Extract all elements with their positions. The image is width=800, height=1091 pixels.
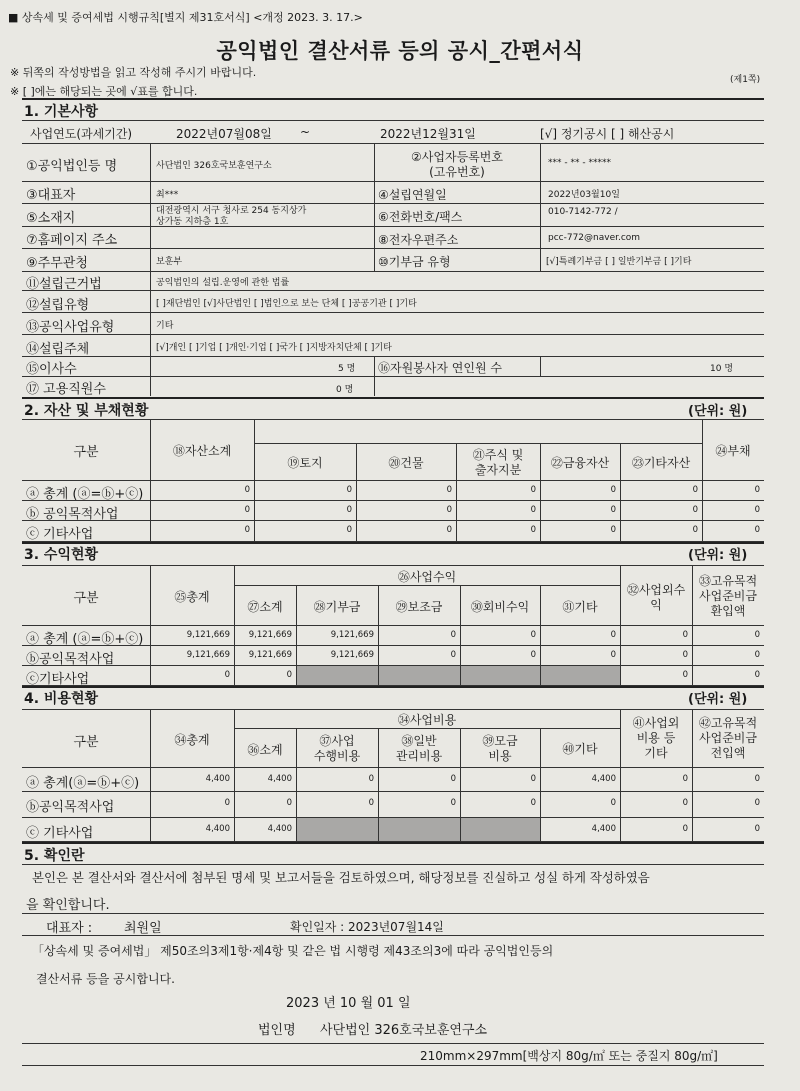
email-label: ⑧전자우편주소 — [378, 233, 459, 247]
income-col-reserve-3: 환입액 — [710, 604, 746, 618]
divider — [22, 376, 764, 377]
expense-col-nonbiz-2: 비용 등 — [636, 731, 676, 745]
confirm-date: 확인일자 : 2023년07월14일 — [290, 920, 444, 934]
table-cell: 0 — [346, 504, 352, 515]
table-cell: 0 — [610, 484, 616, 495]
assets-col-debt: ㉔부채 — [715, 444, 751, 458]
table-cell: 9,121,669 — [330, 649, 374, 660]
divider — [22, 356, 764, 357]
table-cell: 0 — [446, 524, 452, 535]
table-cell: 4,400 — [205, 773, 230, 784]
confirm-statement: 본인은 본 결산서와 결산서에 첨부된 명세 및 보고서들을 검토하였으며, 해당정보를 진실하고 성실 하게 작성하였음 — [32, 870, 650, 885]
grid-line — [374, 376, 375, 396]
divider — [22, 1065, 764, 1066]
row-label: ⓑ 공익목적사업 — [26, 506, 119, 522]
section1-title: 1. 기본사항 — [24, 104, 99, 120]
founded-value: 2022년03월10일 — [548, 190, 620, 200]
table-cell: 0 — [682, 797, 688, 808]
table-cell: 0 — [692, 484, 698, 495]
divider — [254, 443, 702, 444]
section5-title: 5. 확인란 — [24, 848, 85, 864]
expense-col-nonbiz-3: 기타 — [644, 746, 668, 760]
divider — [22, 271, 764, 272]
income-col-other: ㉛기타 — [562, 600, 598, 614]
table-cell: 0 — [244, 484, 250, 495]
table-cell: 0 — [530, 629, 536, 640]
divider — [22, 397, 764, 399]
phone-value: 010-7142-772 / — [548, 207, 618, 217]
table-cell: 4,400 — [205, 823, 230, 834]
section4-title: 4. 비용현황 — [24, 691, 99, 707]
row-label: ⓐ 총계 (ⓐ=ⓑ+ⓒ) — [26, 486, 144, 502]
representative-value: 최*** — [156, 190, 179, 200]
page-label: (제1쪽) — [730, 75, 761, 85]
bizno-label: ②사업자등록번호 — [411, 150, 503, 164]
income-category-header: 구분 — [73, 591, 99, 606]
donation-type-value: [√]특례기부금 [ ] 일반기부금 [ ]기타 — [546, 257, 692, 267]
grid-line — [150, 376, 151, 396]
document-title: 공익법인 결산서류 등의 공시_간편서식 — [216, 39, 584, 63]
table-cell: 0 — [754, 773, 760, 784]
table-cell: 0 — [610, 524, 616, 535]
note-instructions: ※ 뒤쪽의 작성방법을 읽고 작성해 주시기 바랍니다. — [10, 66, 257, 79]
income-col-membership: ㉚회비수익 — [470, 600, 530, 614]
divider — [22, 791, 764, 792]
table-cell: 0 — [610, 649, 616, 660]
homepage-label: ⑦홈페이지 주소 — [26, 233, 118, 248]
divider — [22, 480, 764, 481]
table-cell: 0 — [754, 797, 760, 808]
table-cell: 0 — [530, 649, 536, 660]
disclosure-type: [√] 정기공시 [ ] 해산공시 — [540, 127, 675, 141]
divider — [22, 203, 764, 204]
table-cell: 0 — [682, 649, 688, 660]
email-value: pcc-772@naver.com — [548, 233, 641, 243]
table-cell: 0 — [244, 524, 250, 535]
confirm-rep-name: 최원일 — [124, 921, 162, 936]
table-cell: 0 — [450, 797, 456, 808]
expense-col-group: ㉞사업비용 — [397, 713, 457, 727]
row-label: ⓒ기타사업 — [26, 671, 90, 687]
divider — [22, 419, 764, 420]
table-cell: 9,121,669 — [186, 629, 230, 640]
table-cell: 4,400 — [267, 823, 292, 834]
table-cell: 0 — [346, 484, 352, 495]
table-cell: 0 — [754, 524, 760, 535]
expense-col-general: ㊳일반 — [401, 734, 437, 748]
ministry-label: ⑨주무관청 — [26, 256, 88, 271]
assets-col-other: ㉓기타자산 — [631, 456, 691, 470]
shaded-cell — [379, 666, 460, 685]
representative-label: ③대표자 — [26, 188, 76, 203]
divider — [234, 728, 620, 729]
table-cell: 0 — [530, 484, 536, 495]
table-cell: 0 — [530, 524, 536, 535]
section2-unit: (단위: 원) — [688, 404, 748, 419]
divider — [22, 542, 764, 544]
name-label: ①공익법인등 명 — [26, 159, 118, 174]
directors-label: ⑮이사수 — [26, 362, 77, 377]
divider — [22, 520, 764, 521]
expense-col-total: ㉞총계 — [174, 733, 210, 747]
expense-col-biz: ㊲사업 — [319, 734, 355, 748]
expense-col-reserve: ㊷고유목적 — [698, 716, 758, 730]
divider — [22, 864, 764, 865]
biz-type-label: ⑬공익사업유형 — [26, 320, 115, 335]
donation-type-label: ⑩기부금 유형 — [378, 255, 451, 269]
employees-value: 0 명 — [336, 385, 354, 395]
biz-type-value: 기타 — [156, 321, 174, 331]
assets-col-finance: ㉒금융자산 — [550, 456, 610, 470]
expense-col-fundraise-sub: 비용 — [488, 749, 512, 763]
divider — [22, 767, 764, 768]
ministry-value: 보훈부 — [156, 257, 183, 267]
table-cell: 0 — [692, 524, 698, 535]
table-cell: 0 — [530, 797, 536, 808]
table-cell: 0 — [450, 629, 456, 640]
shaded-cell — [461, 666, 540, 685]
shaded-cell — [379, 818, 460, 841]
table-cell: 0 — [244, 504, 250, 515]
income-col-total: ㉕총계 — [174, 590, 210, 604]
assets-col-land: ⑲토지 — [287, 456, 323, 470]
divider — [22, 290, 764, 291]
section3-title: 3. 수익현황 — [24, 547, 99, 563]
found-type-value: [ ]재단법인 [√]사단법인 [ ]법인으로 보는 단체 [ ]공공기관 [ ]기타 — [156, 299, 417, 309]
divider — [22, 120, 764, 121]
expense-col-biz-sub: 수행비용 — [313, 749, 361, 763]
legal-basis-label: ⑪설립근거법 — [26, 277, 102, 292]
table-cell: 0 — [446, 504, 452, 515]
income-col-subtotal: ㉗소계 — [247, 600, 283, 614]
expense-category-header: 구분 — [73, 735, 99, 750]
divider — [22, 334, 764, 335]
table-cell: 4,400 — [591, 823, 616, 834]
note-checkmark: ※ [ ]에는 해당되는 곳에 √표를 합니다. — [10, 85, 198, 98]
expense-col-other: ㊵기타 — [562, 742, 598, 756]
row-label: ⓐ 총계(ⓐ=ⓑ+ⓒ) — [26, 775, 140, 791]
table-cell: 0 — [682, 773, 688, 784]
shaded-cell — [297, 666, 378, 685]
table-cell: 0 — [450, 649, 456, 660]
income-col-nonbiz: ㉜사업외수 — [626, 583, 686, 597]
table-cell: 4,400 — [267, 773, 292, 784]
table-cell: 0 — [224, 669, 230, 680]
table-cell: 0 — [692, 504, 698, 515]
income-col-reserve-2: 사업준비금 — [699, 589, 757, 603]
bizno-value: *** - ** - ***** — [548, 158, 611, 168]
table-cell: 0 — [754, 823, 760, 834]
corp-name: 사단법인 326호국보훈연구소 — [320, 1023, 488, 1038]
assets-category-header: 구분 — [73, 445, 99, 460]
table-cell: 0 — [682, 823, 688, 834]
assets-col-total: ⑱자산소계 — [172, 444, 232, 458]
divider — [22, 1043, 764, 1044]
divider — [22, 935, 764, 936]
law-statement: 「상속세 및 증여세법」 제50조의3제1항·제4항 및 같은 법 시행령 제43조의3에 따라 공익법인등의 — [32, 944, 554, 958]
expense-col-general-sub: 관리비용 — [395, 749, 443, 763]
divider — [22, 565, 764, 566]
grid-line — [374, 356, 375, 376]
table-cell: 4,400 — [591, 773, 616, 784]
employees-label: ⑰ 고용직원수 — [26, 382, 106, 397]
row-label: ⓒ 기타사업 — [26, 825, 94, 841]
table-cell: 0 — [450, 773, 456, 784]
fiscal-end: 2022년12월31일 — [380, 127, 476, 141]
income-col-group: ㉖사업수익 — [397, 570, 457, 584]
legal-basis-value: 공익법인의 설립.운영에 관한 법률 — [156, 278, 290, 288]
table-cell: 0 — [286, 797, 292, 808]
grid-line — [540, 143, 541, 271]
divider — [22, 312, 764, 313]
volunteers-label: ⑯자원봉사자 연인원 수 — [378, 361, 502, 375]
row-label: ⓑ공익목적사업 — [26, 651, 115, 667]
section2-title: 2. 자산 및 부채현황 — [24, 403, 149, 419]
divider — [22, 709, 764, 710]
expense-col-reserve-2: 사업준비금 — [699, 731, 757, 745]
found-type-label: ⑫설립유형 — [26, 298, 90, 313]
table-cell: 0 — [754, 504, 760, 515]
address-value-line2: 상가동 지하층 1호 — [156, 217, 229, 227]
table-cell: 9,121,669 — [248, 649, 292, 660]
divider — [22, 181, 764, 182]
paper-spec: 210mm×297mm[백상지 80g/㎡ 또는 중질지 80g/㎡] — [420, 1049, 718, 1063]
table-cell: 0 — [286, 669, 292, 680]
law-statement-cont: 결산서류 등을 공시합니다. — [36, 972, 175, 986]
table-cell: 9,121,669 — [186, 649, 230, 660]
disclosure-date: 2023 년 10 월 01 일 — [286, 996, 411, 1011]
address-value-line1: 대전광역시 서구 청사로 254 동지상가 — [156, 206, 307, 216]
divider — [22, 686, 764, 688]
phone-label: ⑥전화번호/팩스 — [378, 210, 463, 224]
divider — [22, 625, 764, 626]
table-cell: 0 — [224, 797, 230, 808]
income-col-reserve: ㉝고유목적 — [698, 574, 758, 588]
table-cell: 0 — [610, 629, 616, 640]
volunteers-value: 10 명 — [710, 364, 734, 374]
fiscal-tilde: ~ — [300, 125, 311, 139]
assets-col-stock: ㉑주식 및 — [472, 448, 524, 462]
section3-unit: (단위: 원) — [688, 548, 748, 563]
divider — [22, 143, 764, 144]
table-cell: 0 — [368, 773, 374, 784]
income-col-subsidy: ㉙보조금 — [395, 600, 443, 614]
law-note: ■ 상속세 및 증여세법 시행규칙[별지 제31호서식] <개정 2023. 3. 17.> — [8, 11, 363, 24]
bizno-label-sub: (고유번호) — [429, 165, 485, 179]
founder-label: ⑭설립주체 — [26, 342, 90, 357]
table-cell: 0 — [682, 629, 688, 640]
directors-value: 5 명 — [338, 364, 356, 374]
table-cell: 0 — [346, 524, 352, 535]
expense-col-fundraise: ㊴모금 — [482, 734, 518, 748]
table-cell: 0 — [446, 484, 452, 495]
income-col-donation: ㉘기부금 — [313, 600, 361, 614]
confirm-rep-label: 대표자 : — [46, 921, 93, 936]
fiscal-start: 2022년07월08일 — [176, 127, 272, 141]
table-cell: 0 — [610, 504, 616, 515]
table-cell: 0 — [754, 669, 760, 680]
confirm-statement-cont: 을 확인합니다. — [26, 898, 110, 913]
name-value: 사단법인 326호국보훈연구소 — [156, 161, 272, 171]
divider — [22, 248, 764, 249]
address-label: ⑤소재지 — [26, 211, 76, 226]
table-cell: 0 — [530, 504, 536, 515]
table-cell: 0 — [610, 797, 616, 808]
fiscal-year-label: 사업연도(과세기간) — [30, 127, 133, 141]
divider — [234, 585, 620, 586]
divider — [22, 842, 764, 844]
founder-value: [√]개인 [ ]기업 [ ]개인·기업 [ ]국가 [ ]지방자치단체 [ ]기타 — [156, 343, 392, 353]
assets-col-stock-sub: 출자지분 — [474, 463, 522, 477]
grid-line — [540, 356, 541, 376]
table-cell: 9,121,669 — [330, 629, 374, 640]
row-label: ⓒ 기타사업 — [26, 526, 94, 542]
assets-col-building: ⑳건물 — [388, 456, 424, 470]
table-cell: 0 — [682, 669, 688, 680]
table-cell: 9,121,669 — [248, 629, 292, 640]
divider — [22, 98, 764, 100]
row-label: ⓐ 총계 (ⓐ=ⓑ+ⓒ) — [26, 631, 144, 647]
corp-label: 법인명 — [258, 1023, 296, 1038]
row-label: ⓑ공익목적사업 — [26, 799, 115, 815]
income-col-nonbiz-sub: 익 — [650, 598, 662, 612]
table-cell: 0 — [530, 773, 536, 784]
table-cell: 0 — [754, 649, 760, 660]
table-cell: 0 — [368, 797, 374, 808]
table-cell: 0 — [754, 629, 760, 640]
expense-col-subtotal: ㊱소계 — [247, 743, 283, 757]
expense-col-reserve-3: 전입액 — [710, 746, 746, 760]
table-cell: 0 — [754, 484, 760, 495]
shaded-cell — [297, 818, 378, 841]
grid-line — [150, 143, 151, 376]
founded-label: ④설립연월일 — [378, 188, 447, 202]
divider — [22, 226, 764, 227]
expense-col-nonbiz: ㊶사업외 — [632, 716, 680, 730]
divider — [22, 913, 764, 914]
section4-unit: (단위: 원) — [688, 692, 748, 707]
